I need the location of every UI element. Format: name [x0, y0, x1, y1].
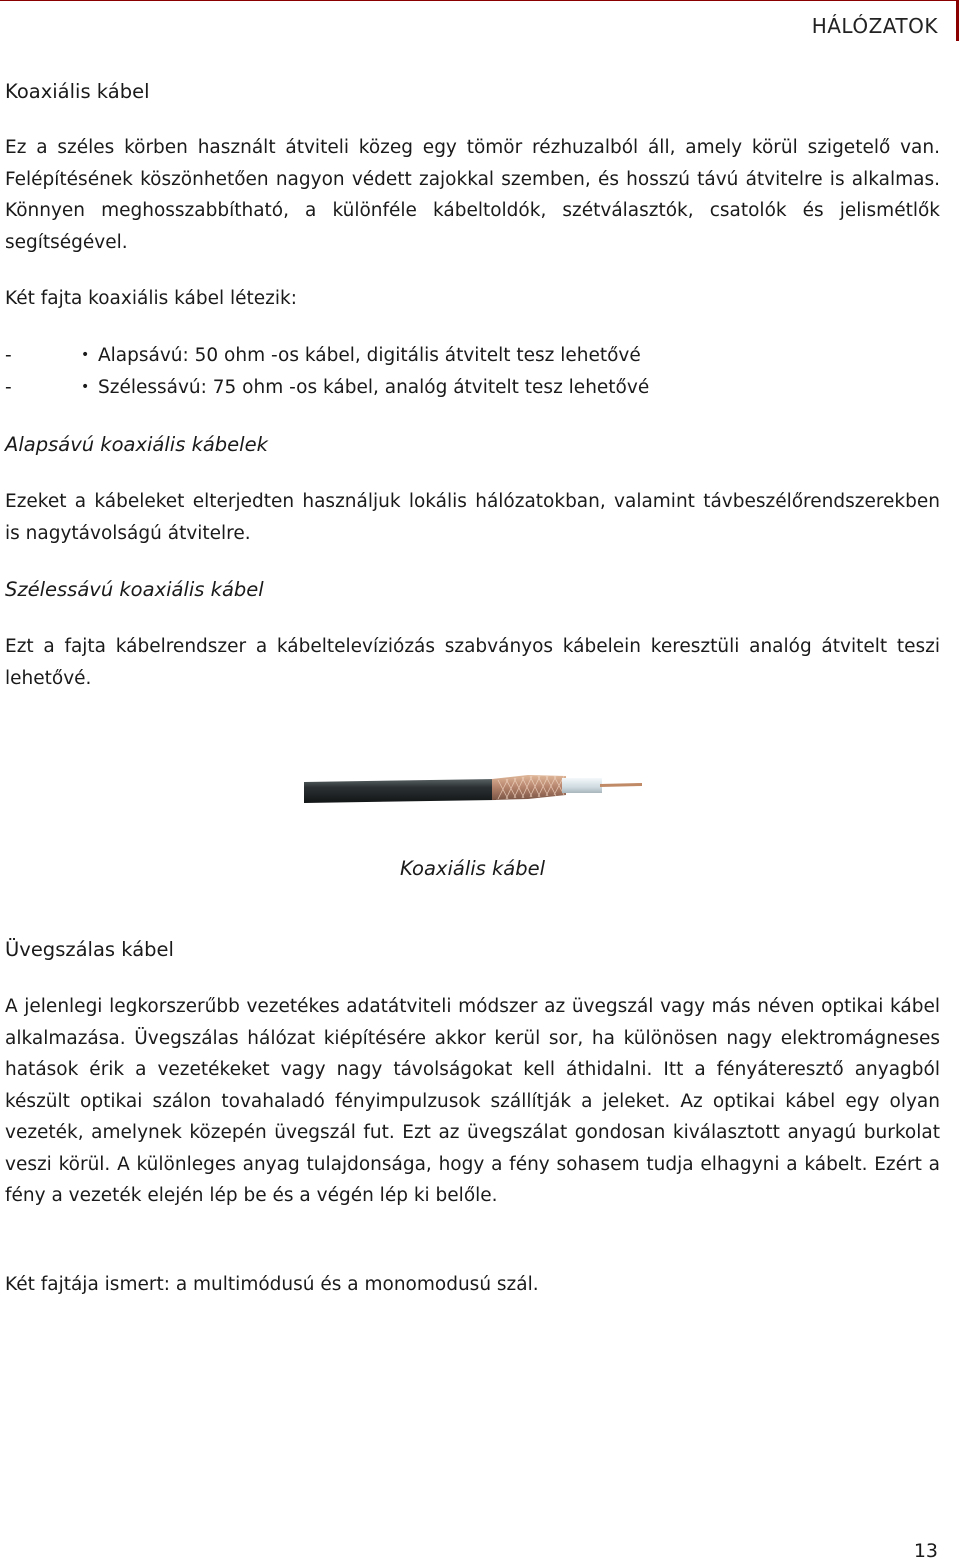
list-item-text: Alapsávú: 50 ohm -os kábel, digitális átvitelt tesz lehetővé: [98, 345, 641, 366]
image-caption: Koaxiális kábel: [399, 857, 546, 880]
page-number: 13: [913, 1540, 938, 1562]
section-title-coax: Koaxiális kábel: [5, 80, 150, 103]
list-item-text: Szélessávú: 75 ohm -os kábel, analóg átvitelt tesz lehetővé: [98, 377, 650, 398]
coax-types-intro: Két fajta koaxiális kábel létezik:: [5, 288, 297, 309]
coax-intro-paragraph: Ez a széles körben használt átviteli közeg egy tömör rézhuzalból áll, amely körül szigetelő van. Felépítésének köszönhetően nagyon védett zajokkal szemben, és hosszú távú átvitelre is alkalmas. Könnyen meghosszabbítható, a különféle kábeltoldók, szétválasztók, csatolók és jelismétlők segítségével.: [5, 137, 940, 253]
broadband-paragraph: Ezt a fajta kábelrendszer a kábeltelevíziózás szabványos kábelein keresztüli analóg átvitelt teszi lehetővé.: [5, 636, 940, 689]
page-header-title: HÁLÓZATOK: [811, 14, 938, 38]
bullet-icon: •: [81, 347, 90, 363]
section-title-fiber: Üvegszálas kábel: [5, 938, 174, 961]
list-item: [5, 377, 649, 398]
list-dash: -: [5, 345, 12, 366]
fiber-types-text: Két fajtája ismert: a multimódusú és a monomodusú szál.: [5, 1274, 539, 1295]
subsection-title-broadband: Szélessávú koaxiális kábel: [5, 578, 264, 601]
coaxial-cable-image: [302, 766, 647, 812]
baseband-paragraph: Ezeket a kábeleket elterjedten használjuk lokális hálózatokban, valamint távbeszélőrendszerekben is nagytávolságú átvitelre.: [5, 491, 940, 544]
list-dash: -: [5, 377, 12, 398]
list-item: [5, 345, 641, 366]
subsection-title-baseband: Alapsávú koaxiális kábelek: [5, 433, 268, 456]
fiber-paragraph: A jelenlegi legkorszerűbb vezetékes adatátviteli módszer az üvegszál vagy más néven optikai kábel alkalmazása. Üvegszálas hálózat kiépítésére akkor kerül sor, ha különösen nagy elektromágneses hatások érik a vezetékeket vagy nagy távolságokat kell áthidalni. Itt a fényáteresztő anyagból készült optikai szálon tovahaladó fényimpulzusok szállítják a jeleket. Az optikai kábel egy olyan vezeték, amelynek közepén üvegszál fut. Ezt az üvegszálat gondosan kiválasztott anyagú burkolat veszi körül. A különleges anyag tulajdonsága, hogy a fény sohasem tudja elhagyni a kábelt. Ezért a fény a vezeték elején lép be és a végén lép ki belőle.: [5, 996, 940, 1206]
bullet-icon: •: [81, 379, 90, 395]
